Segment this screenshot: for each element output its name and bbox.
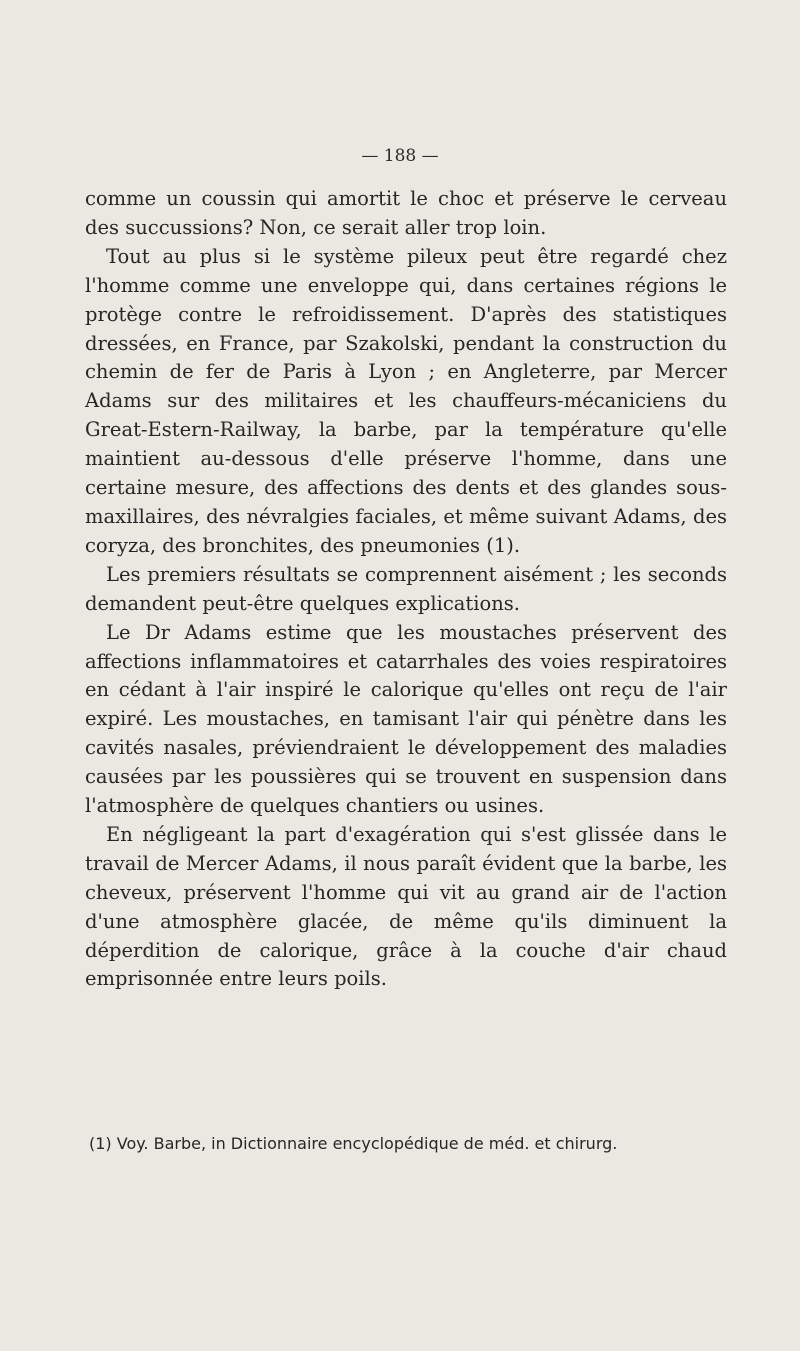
footnote: (1) Voy. Barbe, in Dictionnaire encyclopédique de méd. et chirurg. [89,1134,618,1153]
paragraph: Les premiers résultats se comprennent aisément ; les seconds demandent peut-être quelques explications. [85,562,727,615]
page-number: — 188 — [361,146,439,166]
paragraph: Tout au plus si le système pileux peut être regardé chez l'homme comme une enveloppe qui, dans certaines régions le protège contre le refroidissement. D'après des statistiques dressées, en France, par Szakolski, pendant la construction du chemin de fer de Paris à Lyon ; en Angleterre, par Mercer Adams sur des militaires et les chauffeurs-mécaniciens du Great-Estern-Railway, la barbe, par la température qu'elle maintient au-dessous d'elle préserve l'homme, dans une certaine mesure, des affections des dents et des glandes sous-maxillaires, des névralgies faciales, et même suivant Adams, des coryza, des bronchites, des pneumonies (1). [85,244,727,557]
body-text [85,185,727,994]
paragraph: Le Dr Adams estime que les moustaches préservent des affections inflammatoires et catarrhales des voies respiratoires en cédant à l'air inspiré le calorique qu'elles ont reçu de l'air expiré. Les moustaches, en tamisant l'air qui pénètre dans les cavités nasales, préviendraient le développement des maladies causées par les poussières qui se trouvent en suspension dans l'atmosphère de quelques chantiers ou usines. [85,620,727,818]
paragraph: En négligeant la part d'exagération qui s'est glissée dans le travail de Mercer Adams, il nous paraît évident que la barbe, les cheveux, préservent l'homme qui vit au grand air de l'action d'une atmosphère glacée, de même qu'ils diminuent la déperdition de calorique, grâce à la couche d'air chaud emprisonnée entre leurs poils. [85,822,727,991]
paragraph: comme un coussin qui amortit le choc et préserve le cerveau des succussions? Non, ce serait aller trop loin. [85,187,727,239]
